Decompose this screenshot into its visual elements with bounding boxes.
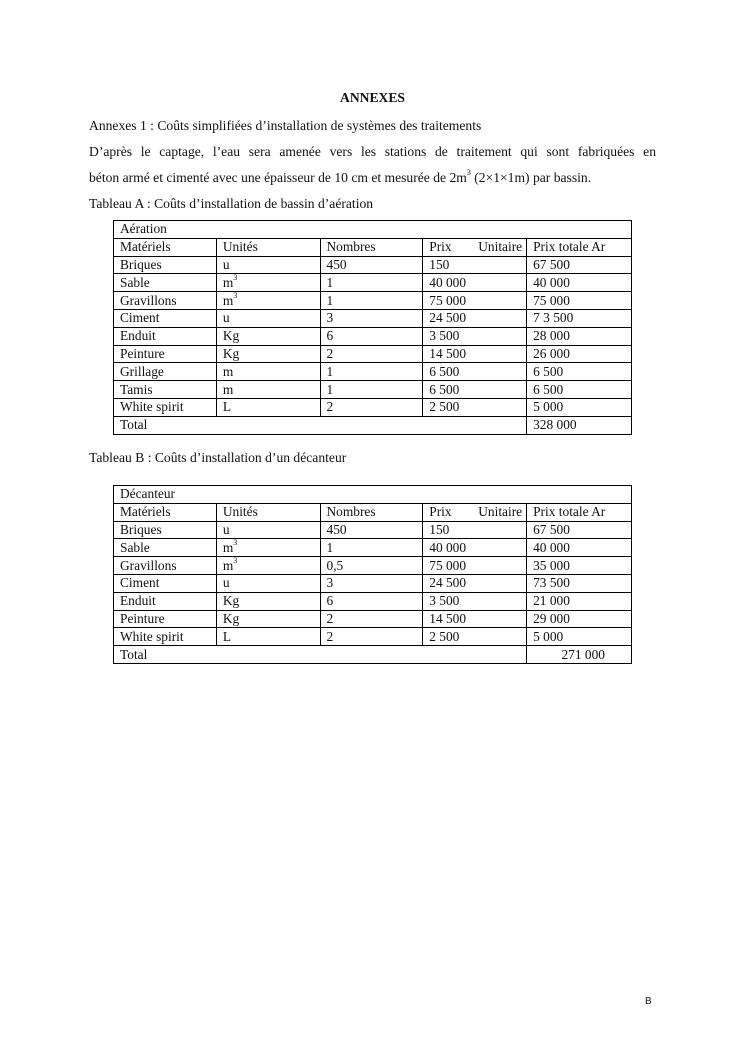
cell-prix-totale: 26 000 (527, 345, 632, 363)
total-value: 271 000 (527, 646, 632, 664)
cell-prix-unitaire: 6 500 (423, 363, 527, 381)
cell-unite (216, 628, 320, 646)
page-heading: ANNEXES (340, 90, 405, 105)
table-row (114, 327, 632, 345)
cell-nombre: 1 (320, 274, 423, 292)
cell-nombre: 450 (320, 256, 423, 274)
cell-unite-text: m (222, 539, 234, 555)
cell-prix-unitaire: 14 500 (423, 610, 527, 628)
cell-nombre: 1 (320, 539, 423, 557)
cell-unite-text: m (222, 292, 234, 308)
header-materiels: Matériels (114, 503, 217, 521)
cell-unite-text: Kg (222, 328, 240, 344)
header-prix-totale: Prix totale Ar (527, 238, 632, 256)
table-row (114, 628, 632, 646)
cell-unite (216, 398, 320, 416)
cell-nombre: 1 (320, 363, 423, 381)
cell-prix-totale: 21 000 (527, 592, 632, 610)
table-total-row (114, 416, 632, 434)
cell-prix-totale: 28 000 (527, 327, 632, 345)
table-row (114, 539, 632, 557)
cell-materiel: Ciment (114, 574, 217, 592)
cell-prix-unitaire: 3 500 (423, 327, 527, 345)
cell-unite (216, 256, 320, 274)
cell-prix-totale: 6 500 (527, 363, 632, 381)
header-prix-unitaire-wrap (429, 239, 526, 255)
cell-unite-exponent: 3 (233, 538, 238, 548)
annex-title: Annexes 1 : Coûts simplifiées d’installation de systèmes des traitements (89, 118, 482, 133)
cell-prix-totale: 67 500 (527, 256, 632, 274)
cell-unite-text: Kg (222, 610, 240, 626)
cell-prix-totale: 29 000 (527, 610, 632, 628)
cell-materiel: White spirit (114, 398, 217, 416)
cell-nombre: 2 (320, 345, 423, 363)
cell-unite (216, 345, 320, 363)
cell-prix-unitaire: 14 500 (423, 345, 527, 363)
cell-nombre: 2 (320, 628, 423, 646)
header-unites: Unités (216, 503, 320, 521)
cell-unite-exponent: 3 (233, 291, 238, 301)
paragraph-line-2-text: béton armé et cimenté avec une épaisseur de 10 cm et mesurée de 2m (89, 170, 467, 185)
total-label: Total (114, 416, 527, 434)
table-row (114, 292, 632, 310)
table-row (114, 381, 632, 399)
cell-unite (216, 539, 320, 557)
header-materiels: Matériels (114, 238, 217, 256)
table-a-caption: Tableau A : Coûts d’installation de bassin d’aération (89, 196, 374, 211)
cell-prix-unitaire: 150 (423, 521, 527, 539)
header-nombres: Nombres (320, 503, 423, 521)
cell-prix-unitaire: 24 500 (423, 309, 527, 327)
total-label: Total (114, 646, 527, 664)
superscript: 3 (466, 168, 471, 178)
cell-nombre: 450 (320, 521, 423, 539)
paragraph-line-1: D’après le captage, l’eau sera amenée vers les stations de traitement qui sont fabriquées en (89, 144, 656, 159)
cell-materiel: Tamis (114, 381, 217, 399)
cell-nombre: 0,5 (320, 557, 423, 575)
cell-materiel: Enduit (114, 327, 217, 345)
cell-unite-text: m (222, 381, 234, 397)
cell-prix-unitaire: 40 000 (423, 274, 527, 292)
cell-prix-totale: 6 500 (527, 381, 632, 399)
cell-unite (216, 381, 320, 399)
cell-materiel: Sable (114, 539, 217, 557)
table-total-row (114, 646, 632, 664)
cell-prix-totale: 5 000 (527, 398, 632, 416)
header-unitaire: Unitaire (478, 239, 523, 255)
header-unites: Unités (216, 238, 320, 256)
table-aeration (113, 220, 632, 435)
cell-unite (216, 327, 320, 345)
cell-unite (216, 274, 320, 292)
cell-prix-totale: 73 500 (527, 574, 632, 592)
total-value: 328 000 (527, 416, 632, 434)
page-number: B (645, 996, 652, 1007)
cell-prix-unitaire: 6 500 (423, 381, 527, 399)
cell-prix-totale: 75 000 (527, 292, 632, 310)
cell-unite-text: Kg (222, 593, 240, 609)
table-row (114, 610, 632, 628)
cell-prix-totale: 7 3 500 (527, 309, 632, 327)
table-header-row (114, 238, 632, 256)
table-title-row (114, 486, 632, 504)
cell-prix-totale: 67 500 (527, 521, 632, 539)
cell-materiel: White spirit (114, 628, 217, 646)
cell-prix-totale: 40 000 (527, 274, 632, 292)
cell-unite-text: m (222, 363, 234, 379)
cell-materiel: Gravillons (114, 292, 217, 310)
table-row (114, 574, 632, 592)
cell-materiel: Sable (114, 274, 217, 292)
cell-unite-exponent: 3 (233, 273, 238, 283)
header-nombres: Nombres (320, 238, 423, 256)
cell-nombre: 6 (320, 327, 423, 345)
cell-unite (216, 521, 320, 539)
cell-prix-unitaire: 75 000 (423, 557, 527, 575)
cell-materiel: Briques (114, 256, 217, 274)
cell-unite (216, 363, 320, 381)
cell-nombre: 2 (320, 610, 423, 628)
paragraph-line-2-text-end: (2×1×1m) par bassin. (470, 170, 592, 185)
cell-unite-text: m (222, 557, 234, 573)
table-row (114, 274, 632, 292)
cell-unite (216, 292, 320, 310)
table-row (114, 521, 632, 539)
table-row (114, 256, 632, 274)
cell-prix-totale: 35 000 (527, 557, 632, 575)
header-prix: Prix (429, 504, 452, 520)
header-prix-unitaire-wrap (429, 504, 526, 520)
cell-unite (216, 574, 320, 592)
cell-unite-text: u (222, 521, 230, 537)
cell-unite-text: L (222, 628, 232, 644)
cell-materiel: Peinture (114, 610, 217, 628)
cell-nombre: 3 (320, 574, 423, 592)
paragraph-line-2 (89, 169, 656, 187)
cell-nombre: 1 (320, 292, 423, 310)
cell-materiel: Grillage (114, 363, 217, 381)
cell-materiel: Peinture (114, 345, 217, 363)
cell-materiel: Briques (114, 521, 217, 539)
table-title: Aération (114, 221, 632, 239)
table-title-row (114, 221, 632, 239)
cell-materiel: Ciment (114, 309, 217, 327)
cell-unite-exponent: 3 (233, 556, 238, 566)
cell-unite-text: L (222, 399, 232, 415)
cell-unite-text: u (222, 575, 230, 591)
cell-prix-totale: 40 000 (527, 539, 632, 557)
cell-nombre: 1 (320, 381, 423, 399)
cell-materiel: Enduit (114, 592, 217, 610)
header-prix: Prix (429, 239, 452, 255)
table-row (114, 363, 632, 381)
table-b-caption: Tableau B : Coûts d’installation d’un décanteur (89, 450, 347, 465)
table-header-row (114, 503, 632, 521)
cell-unite-text: m (222, 274, 234, 290)
cell-nombre: 3 (320, 309, 423, 327)
header-unitaire: Unitaire (478, 504, 523, 520)
table-row (114, 345, 632, 363)
table-row (114, 398, 632, 416)
cell-unite (216, 592, 320, 610)
cell-prix-totale: 5 000 (527, 628, 632, 646)
cell-prix-unitaire: 150 (423, 256, 527, 274)
table-row (114, 557, 632, 575)
cell-prix-unitaire: 3 500 (423, 592, 527, 610)
cell-nombre: 2 (320, 398, 423, 416)
header-prix-unitaire (423, 238, 527, 256)
cell-unite-text: Kg (222, 345, 240, 361)
cell-unite (216, 309, 320, 327)
header-prix-unitaire (423, 503, 527, 521)
table-decanteur (113, 485, 632, 664)
cell-unite (216, 557, 320, 575)
cell-unite (216, 610, 320, 628)
table-row (114, 309, 632, 327)
table-row (114, 592, 632, 610)
cell-nombre: 6 (320, 592, 423, 610)
cell-prix-unitaire: 2 500 (423, 398, 527, 416)
cell-prix-unitaire: 2 500 (423, 628, 527, 646)
cell-unite-text: u (222, 256, 230, 272)
cell-unite-text: u (222, 310, 230, 326)
header-prix-totale: Prix totale Ar (527, 503, 632, 521)
cell-prix-unitaire: 24 500 (423, 574, 527, 592)
cell-prix-unitaire: 40 000 (423, 539, 527, 557)
table-title: Décanteur (114, 486, 632, 504)
cell-prix-unitaire: 75 000 (423, 292, 527, 310)
cell-materiel: Gravillons (114, 557, 217, 575)
